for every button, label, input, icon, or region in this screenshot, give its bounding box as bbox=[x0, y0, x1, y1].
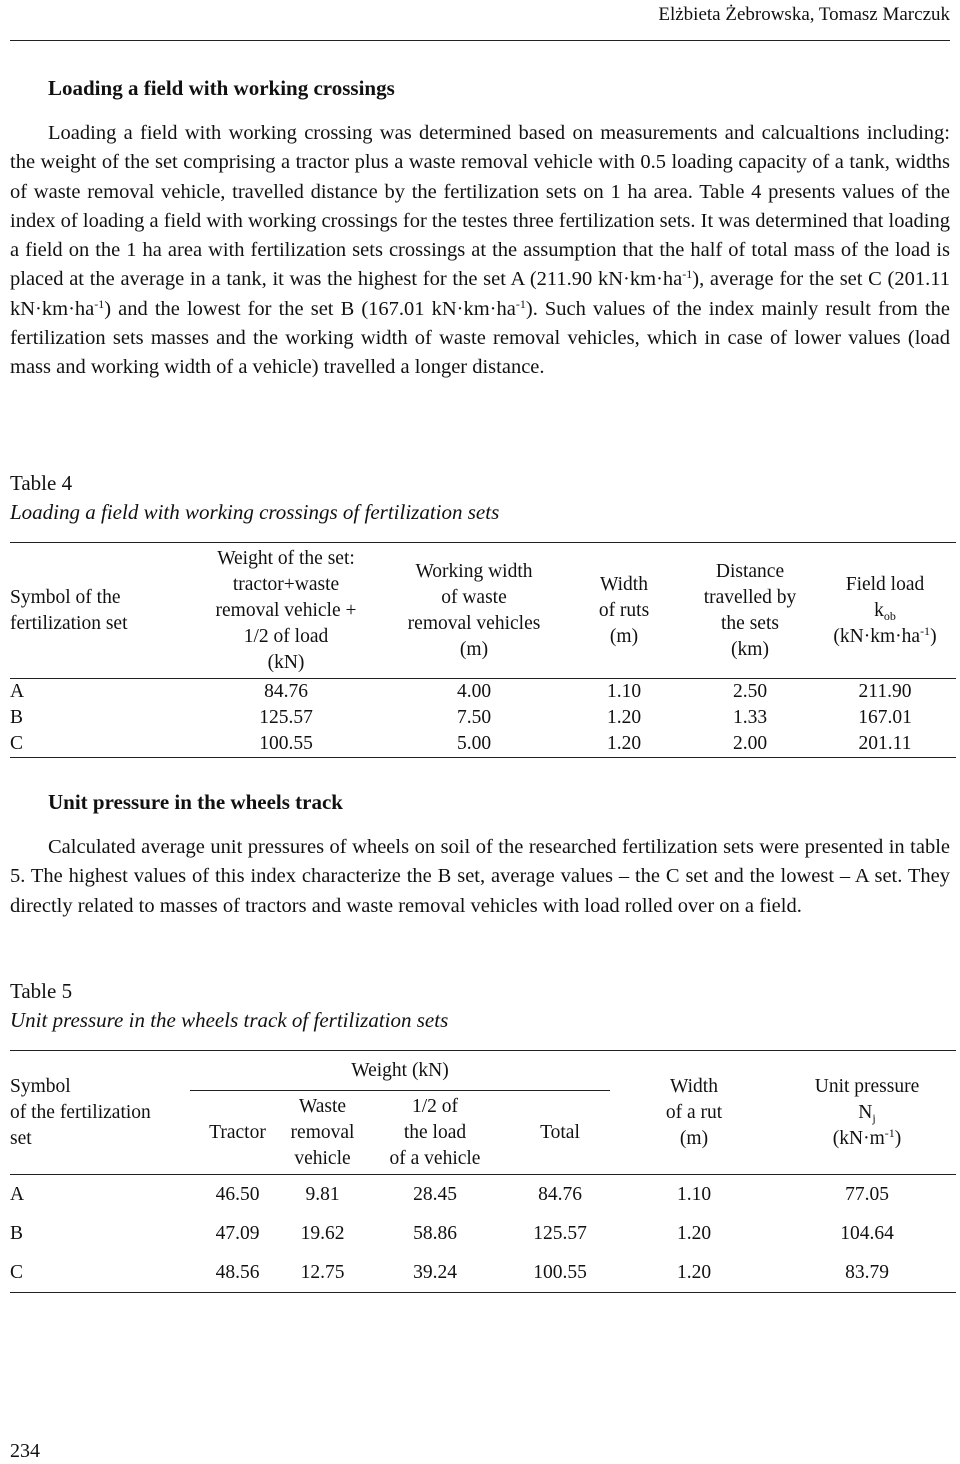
table5-header-total: Total bbox=[540, 1121, 580, 1143]
table-cell: 1.10 bbox=[676, 1183, 712, 1205]
table5-header-rut: Width of a rut (m) bbox=[665, 1075, 723, 1149]
table-row bbox=[10, 1175, 956, 1215]
table-cell-symbol: A bbox=[10, 681, 25, 702]
paragraph-text: ), average for the set C (201.11 kN·km·ha bbox=[10, 268, 950, 320]
table-cell: 5.00 bbox=[456, 733, 492, 754]
section-heading-unit-pressure: Unit pressure in the wheels track bbox=[48, 790, 343, 814]
table-cell: 1.10 bbox=[606, 681, 642, 702]
table-cell: 4.00 bbox=[456, 681, 492, 702]
table4-header-distance: Distance travelled by the sets (km) bbox=[703, 560, 797, 660]
table5-caption: Unit pressure in the wheels track of fertilization sets bbox=[10, 1008, 449, 1032]
table-cell: 100.55 bbox=[259, 733, 313, 754]
table-cell-symbol: C bbox=[10, 733, 24, 754]
table-row bbox=[10, 731, 956, 758]
table-cell: 46.50 bbox=[215, 1183, 260, 1205]
paragraph-text: ) and the lowest for the set B (167.01 kN·km·ha bbox=[104, 297, 516, 320]
table-cell: 48.56 bbox=[215, 1261, 260, 1283]
table-cell: 211.90 bbox=[858, 681, 912, 702]
table-cell: 12.75 bbox=[300, 1261, 345, 1283]
table5-label: Table 5 bbox=[10, 979, 73, 1003]
table-cell: 2.50 bbox=[732, 681, 768, 702]
table5-header-weight: Weight (kN) bbox=[190, 1051, 610, 1091]
table-cell: 19.62 bbox=[300, 1222, 345, 1244]
table-cell: 1.20 bbox=[676, 1222, 712, 1244]
table-cell-symbol: B bbox=[10, 707, 24, 728]
superscript: -1 bbox=[94, 296, 105, 311]
table-cell: 104.64 bbox=[840, 1222, 894, 1244]
table5-header-half-load: 1/2 of the load of a vehicle bbox=[389, 1095, 481, 1169]
paragraph-unit-pressure bbox=[10, 833, 950, 921]
table4-header-field-load: Field load $k_{ob}$ $(kN\cdot km\cdot ha^{-1})$ bbox=[833, 573, 937, 647]
table5-header-pressure: Unit pressure $N_j$ $(kN\cdot m^{-1})$ bbox=[814, 1075, 920, 1149]
table4-header-symbol: Symbol of the fertilization set bbox=[10, 586, 128, 634]
table-cell: 1.20 bbox=[606, 733, 642, 754]
table5-header-row-top bbox=[10, 1051, 956, 1091]
table5-header-tractor: Tractor bbox=[209, 1121, 266, 1143]
table-cell: 125.57 bbox=[533, 1222, 587, 1244]
table-cell: 1.20 bbox=[606, 707, 642, 728]
table-cell: 77.05 bbox=[845, 1183, 889, 1205]
table-cell: 1.33 bbox=[732, 707, 768, 728]
table4-header-weight: Weight of the set: tractor+waste removal vehicle + 1/2 of load (kN) bbox=[215, 547, 357, 673]
table-row bbox=[10, 705, 956, 731]
paragraph-text: ). Such values of the index mainly result from the fertilization sets masses and the working width of waste removal vehicles, which in case of lower values (load mass and working width of a vehicle) travelled a longer distance. bbox=[10, 297, 950, 379]
table4-label: Table 4 bbox=[10, 471, 73, 495]
paragraph-text: Calculated average unit pressures of wheels on soil of the researched fertilization sets were presented in table 5. The highest values of this index characterize the B set, average values – the C set and the lowest – A set. They directly related to masses of tractors and waste removal vehicles with load rolled over on a field. bbox=[10, 836, 950, 917]
running-header-authors: Elżbieta Żebrowska, Tomasz Marczuk bbox=[658, 4, 950, 25]
table-row bbox=[10, 679, 956, 706]
table-cell-symbol: A bbox=[10, 1183, 25, 1205]
table-cell: 28.45 bbox=[413, 1183, 457, 1205]
table-cell: 1.20 bbox=[676, 1261, 712, 1283]
table-cell: 84.76 bbox=[538, 1183, 582, 1205]
table4-header-ruts: Width of ruts (m) bbox=[598, 573, 650, 647]
table-cell: 9.81 bbox=[305, 1183, 340, 1205]
table-cell: 39.24 bbox=[413, 1261, 457, 1283]
table-row bbox=[10, 1214, 956, 1253]
table-cell: 2.00 bbox=[732, 733, 768, 754]
table-cell: 83.79 bbox=[845, 1261, 889, 1283]
table-cell-symbol: C bbox=[10, 1261, 24, 1283]
table-cell: 125.57 bbox=[259, 707, 313, 728]
table5-header-waste: Waste removal vehicle bbox=[290, 1095, 355, 1169]
table5 bbox=[10, 1050, 956, 1293]
table4-header-working-width: Working width of waste removal vehicles (m) bbox=[407, 560, 541, 660]
table-cell: 167.01 bbox=[858, 707, 912, 728]
section-heading-field-loading: Loading a field with working crossings bbox=[48, 76, 395, 100]
table-cell-symbol: B bbox=[10, 1222, 24, 1244]
header-rule bbox=[10, 40, 950, 41]
table-cell: 84.76 bbox=[264, 681, 308, 702]
table4-header-row bbox=[10, 543, 956, 679]
table-row bbox=[10, 1253, 956, 1293]
table-cell: 47.09 bbox=[215, 1222, 260, 1244]
paragraph-field-loading bbox=[10, 119, 950, 383]
paragraph-text: Loading a field with working crossing was determined based on measurements and calcualtions including: the weight of the set comprising a tractor plus a waste removal vehicle with 0.5 loading capacity of a tank, widths of waste removal vehicle, travelled distance by the fertilization sets on 1 ha area. Table 4 presents values of the index of loading a field with working crossings for the testes three fertilization sets. It was determined that loading a field on the 1 ha area with fertilization sets crossings at the assumption that the half of total mass of the load is placed at the average in a tank, it was the highest for the set A (211.90 kN·km·ha bbox=[10, 122, 950, 291]
table-cell: 7.50 bbox=[456, 707, 492, 728]
page-number: 234 bbox=[10, 1440, 40, 1462]
table4-caption: Loading a field with working crossings of fertilization sets bbox=[10, 500, 500, 524]
superscript: -1 bbox=[682, 267, 693, 282]
table4 bbox=[10, 542, 956, 758]
table-cell: 58.86 bbox=[413, 1222, 457, 1244]
table5-header-symbol: Symbol of the fertilization set bbox=[10, 1075, 151, 1149]
superscript: -1 bbox=[515, 296, 526, 311]
table-cell: 201.11 bbox=[858, 733, 912, 754]
table-cell: 100.55 bbox=[533, 1261, 587, 1283]
